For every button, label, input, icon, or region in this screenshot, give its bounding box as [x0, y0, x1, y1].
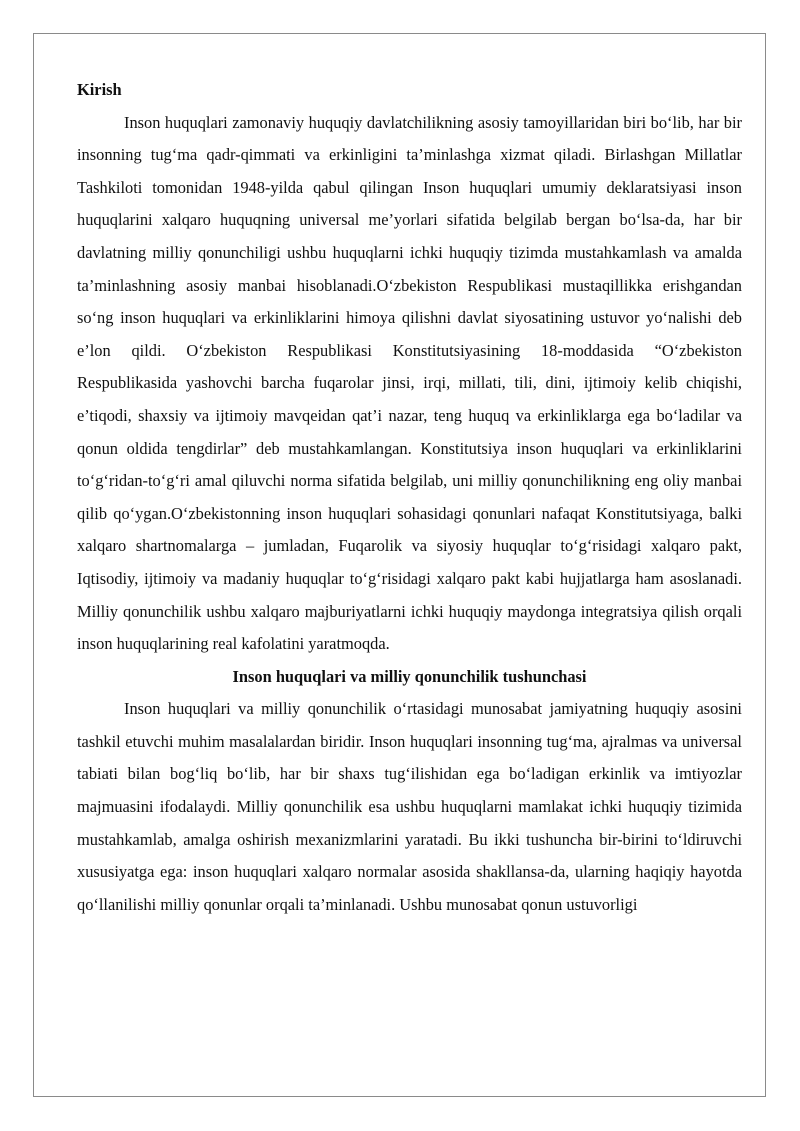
document-body [77, 74, 742, 921]
section-paragraph: Inson huquqlari va milliy qonunchilik o‘rtasidagi munosabat jamiyatning huquqiy asosini tashkil etuvchi muhim masalalardan biridir. Inson huquqlari insonning tug‘ma, ajralmas va universal tabiati bilan bog‘liq bo‘lib, har bir shaxs tug‘ilishidan ega bo‘ladigan erkinlik va imtiyozlar majmuasini ifodalaydi. Milliy qonunchilik esa ushbu huquqlarni mamlakat ichki huquqiy tizimida mustahkamlab, amalga oshirish mexanizmlarini yaratadi. Bu ikki tushuncha bir-birini to‘ldiruvchi xususiyatga ega: inson huquqlari xalqaro normalar asosida shakllansa-da, ularning haqiqiy hayotda qo‘llanilishi milliy qonunlar orqali ta’minlanadi. Ushbu munosabat qonun ustuvorligi [77, 699, 742, 914]
section-heading: Inson huquqlari va milliy qonunchilik tushunchasi [232, 666, 587, 686]
intro-paragraph: Inson huquqlari zamonaviy huquqiy davlatchilikning asosiy tamoyillaridan biri bo‘lib, har bir insonning tug‘ma qadr-qimmati va erkinligini ta’minlashga xizmat qiladi. Birlashgan Millatlar Tashkiloti tomonidan 1948-yilda qabul qilingan Inson huquqlari umumiy deklaratsiyasi inson huquqlarini xalqaro huquqning universal me’yorlari sifatida belgilab bergan bo‘lsa-da, har bir davlatning milliy qonunchiligi ushbu huquqlarni ichki huquqiy tizimda mustahkamlash va amalda ta’minlashning asosiy manbai hisoblanadi.O‘zbekiston Respublikasi mustaqillikka erishgandan so‘ng inson huquqlari va erkinliklarini himoya qilishni davlat siyosatining ustuvor yo‘nalishi deb e’lon qildi. O‘zbekiston Respublikasi Konstitutsiyasining 18-moddasida “O‘zbekiston Respublikasida yashovchi barcha fuqarolar jinsi, irqi, millati, tili, dini, ijtimoiy kelib chiqishi, e’tiqodi, shaxsiy va ijtimoiy mavqeidan qat’i nazar, teng huquq va erkinliklarga ega bo‘ladilar va qonun oldida tengdirlar” deb mustahkamlangan. Konstitutsiya inson huquqlari va erkinliklarini to‘g‘ridan-to‘g‘ri amal qiluvchi norma sifatida belgilab, uni milliy qonunchilikning eng oliy manbai qilib qo‘ygan.O‘zbekistonning inson huquqlari sohasidagi qonunlari nafaqat Konstitutsiyaga, balki xalqaro shartnomalarga – jumladan, Fuqarolik va siyosiy huquqlar to‘g‘risidagi xalqaro pakt, Iqtisodiy, ijtimoiy va madaniy huquqlar to‘g‘risidagi xalqaro pakt kabi hujjatlarga ham asoslanadi. Milliy qonunchilik ushbu xalqaro majburiyatlarni ichki huquqiy maydonga integratsiya qilish orqali inson huquqlarining real kafolatini yaratmoqda. [77, 112, 742, 654]
intro-heading: Kirish [77, 80, 122, 99]
